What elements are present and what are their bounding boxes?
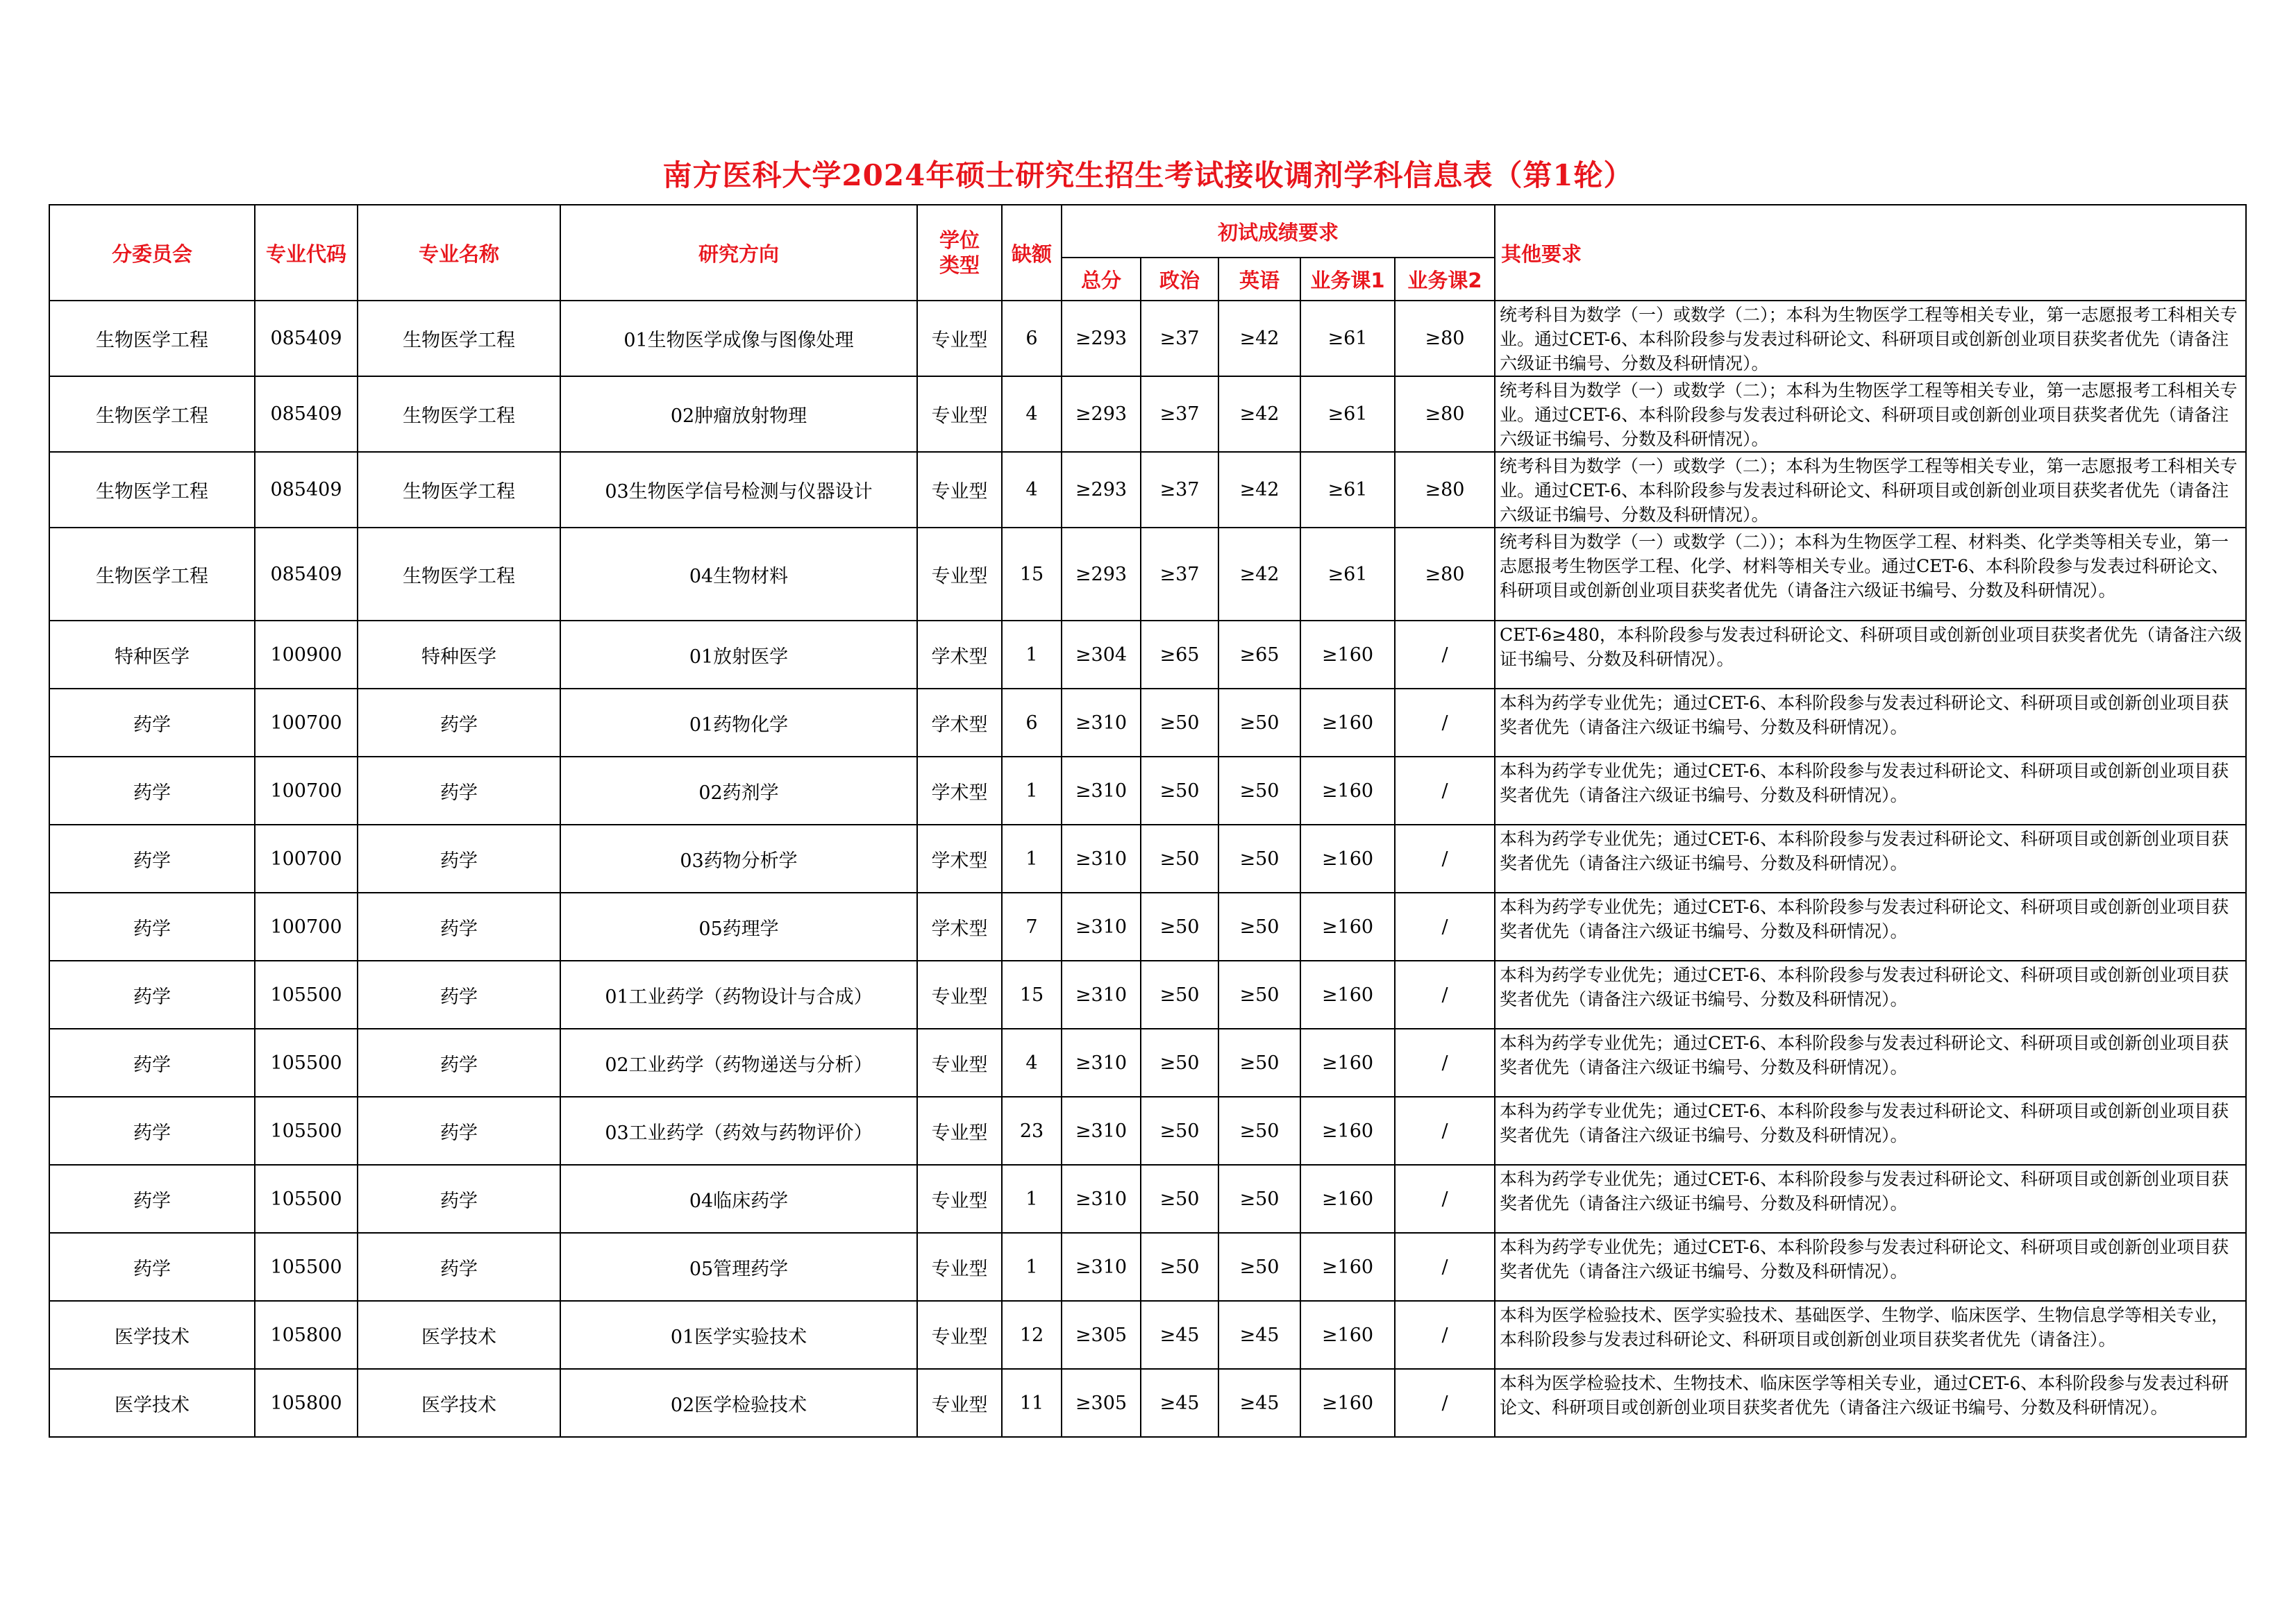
politics-score-cell: ≥37 bbox=[1141, 528, 1218, 621]
total-score-cell: ≥310 bbox=[1062, 893, 1141, 961]
total-score-cell: ≥310 bbox=[1062, 825, 1141, 893]
other-requirements-cell: 本科为药学专业优先；通过CET-6、本科阶段参与发表过科研论文、科研项目或创新创业项目获奖者优先（请备注六级证书编号、分数及科研情况）。 bbox=[1495, 825, 2246, 893]
table-row bbox=[49, 376, 2246, 452]
committee-cell: 医学技术 bbox=[49, 1369, 255, 1437]
politics-score-cell: ≥45 bbox=[1141, 1369, 1218, 1437]
other-requirements-cell: 本科为药学专业优先；通过CET-6、本科阶段参与发表过科研论文、科研项目或创新创业项目获奖者优先（请备注六级证书编号、分数及科研情况）。 bbox=[1495, 893, 2246, 961]
vacancy-cell: 6 bbox=[1002, 689, 1062, 757]
major-cell: 生物医学工程 bbox=[358, 376, 560, 452]
english-score-cell: ≥50 bbox=[1218, 893, 1300, 961]
course1-score-cell: ≥160 bbox=[1300, 1369, 1395, 1437]
committee-cell: 药学 bbox=[49, 961, 255, 1029]
english-score-cell: ≥50 bbox=[1218, 689, 1300, 757]
degree-type-cell: 专业型 bbox=[917, 452, 1002, 528]
major-cell: 药学 bbox=[358, 689, 560, 757]
committee-cell: 生物医学工程 bbox=[49, 452, 255, 528]
direction-cell: 03药物分析学 bbox=[560, 825, 917, 893]
politics-score-cell: ≥50 bbox=[1141, 893, 1218, 961]
degree-type-cell: 专业型 bbox=[917, 1165, 1002, 1233]
politics-score-cell: ≥50 bbox=[1141, 1165, 1218, 1233]
course2-score-cell: ≥80 bbox=[1395, 528, 1495, 621]
code-cell: 105500 bbox=[255, 1233, 358, 1301]
table-row bbox=[49, 1369, 2246, 1437]
code-cell: 105500 bbox=[255, 1097, 358, 1165]
degree-type-cell: 专业型 bbox=[917, 961, 1002, 1029]
course2-score-cell: / bbox=[1395, 1097, 1495, 1165]
course1-score-cell: ≥61 bbox=[1300, 376, 1395, 452]
committee-cell: 药学 bbox=[49, 689, 255, 757]
degree-type-cell: 专业型 bbox=[917, 1233, 1002, 1301]
table-row bbox=[49, 452, 2246, 528]
course2-score-cell: ≥80 bbox=[1395, 301, 1495, 376]
english-score-cell: ≥50 bbox=[1218, 1029, 1300, 1097]
major-cell: 生物医学工程 bbox=[358, 301, 560, 376]
course1-score-cell: ≥160 bbox=[1300, 961, 1395, 1029]
vacancy-cell: 7 bbox=[1002, 893, 1062, 961]
degree-type-cell: 学术型 bbox=[917, 893, 1002, 961]
direction-cell: 03工业药学（药效与药物评价） bbox=[560, 1097, 917, 1165]
code-cell: 085409 bbox=[255, 452, 358, 528]
header-code: 专业代码 bbox=[255, 205, 358, 301]
code-cell: 105800 bbox=[255, 1301, 358, 1369]
direction-cell: 02工业药学（药物递送与分析） bbox=[560, 1029, 917, 1097]
vacancy-cell: 4 bbox=[1002, 1029, 1062, 1097]
major-cell: 生物医学工程 bbox=[358, 528, 560, 621]
other-requirements-cell: 统考科目为数学（一）或数学（二）；本科为生物医学工程等相关专业，第一志愿报考工科相关专业。通过CET-6、本科阶段参与发表过科研论文、科研项目或创新创业项目获奖者优先（请备注六级证书编号、分数及科研情况）。 bbox=[1495, 376, 2246, 452]
other-requirements-cell: 本科为医学检验技术、医学实验技术、基础医学、生物学、临床医学、生物信息学等相关专业，本科阶段参与发表过科研论文、科研项目或创新创业项目获奖者优先（请备注）。 bbox=[1495, 1301, 2246, 1369]
table-row bbox=[49, 1165, 2246, 1233]
degree-type-cell: 学术型 bbox=[917, 825, 1002, 893]
vacancy-cell: 15 bbox=[1002, 961, 1062, 1029]
total-score-cell: ≥305 bbox=[1062, 1369, 1141, 1437]
code-cell: 100700 bbox=[255, 689, 358, 757]
vacancy-cell: 4 bbox=[1002, 376, 1062, 452]
committee-cell: 生物医学工程 bbox=[49, 376, 255, 452]
direction-cell: 05药理学 bbox=[560, 893, 917, 961]
code-cell: 105500 bbox=[255, 1029, 358, 1097]
other-requirements-cell: 本科为药学专业优先；通过CET-6、本科阶段参与发表过科研论文、科研项目或创新创业项目获奖者优先（请备注六级证书编号、分数及科研情况）。 bbox=[1495, 1029, 2246, 1097]
committee-cell: 生物医学工程 bbox=[49, 301, 255, 376]
english-score-cell: ≥42 bbox=[1218, 301, 1300, 376]
table-row bbox=[49, 1029, 2246, 1097]
politics-score-cell: ≥50 bbox=[1141, 1029, 1218, 1097]
total-score-cell: ≥310 bbox=[1062, 689, 1141, 757]
total-score-cell: ≥304 bbox=[1062, 621, 1141, 689]
course1-score-cell: ≥160 bbox=[1300, 1097, 1395, 1165]
course2-score-cell: ≥80 bbox=[1395, 376, 1495, 452]
english-score-cell: ≥42 bbox=[1218, 528, 1300, 621]
table-row bbox=[49, 301, 2246, 376]
degree-type-cell: 专业型 bbox=[917, 376, 1002, 452]
english-score-cell: ≥50 bbox=[1218, 1097, 1300, 1165]
header-direction: 研究方向 bbox=[560, 205, 917, 301]
other-requirements-cell: 本科为医学检验技术、生物技术、临床医学等相关专业，通过CET-6、本科阶段参与发表过科研论文、科研项目或创新创业项目获奖者优先（请备注六级证书编号、分数及科研情况）。 bbox=[1495, 1369, 2246, 1437]
table-row bbox=[49, 757, 2246, 825]
other-requirements-cell: 统考科目为数学（一）或数学（二））；本科为生物医学工程、材料类、化学类等相关专业，第一志愿报考生物医学工程、化学、材料等相关专业。通过CET-6、本科阶段参与发表过科研论文、科研项目或创新创业项目获奖者优先（请备注六级证书编号、分数及科研情况）。 bbox=[1495, 528, 2246, 621]
course2-score-cell: / bbox=[1395, 689, 1495, 757]
code-cell: 100700 bbox=[255, 757, 358, 825]
course2-score-cell: / bbox=[1395, 1233, 1495, 1301]
header-vacancy: 缺额 bbox=[1002, 205, 1062, 301]
code-cell: 105500 bbox=[255, 961, 358, 1029]
major-cell: 药学 bbox=[358, 757, 560, 825]
major-cell: 药学 bbox=[358, 893, 560, 961]
direction-cell: 01放射医学 bbox=[560, 621, 917, 689]
total-score-cell: ≥310 bbox=[1062, 1165, 1141, 1233]
committee-cell: 药学 bbox=[49, 1165, 255, 1233]
table-row bbox=[49, 621, 2246, 689]
direction-cell: 02肿瘤放射物理 bbox=[560, 376, 917, 452]
table-row bbox=[49, 528, 2246, 621]
direction-cell: 04生物材料 bbox=[560, 528, 917, 621]
total-score-cell: ≥293 bbox=[1062, 452, 1141, 528]
major-cell: 生物医学工程 bbox=[358, 452, 560, 528]
header-other: 其他要求 bbox=[1495, 205, 2246, 301]
major-cell: 药学 bbox=[358, 1029, 560, 1097]
vacancy-cell: 12 bbox=[1002, 1301, 1062, 1369]
politics-score-cell: ≥37 bbox=[1141, 301, 1218, 376]
major-cell: 医学技术 bbox=[358, 1369, 560, 1437]
header-degree-type-text: 学位类型 bbox=[939, 228, 980, 277]
table-row bbox=[49, 961, 2246, 1029]
table-row bbox=[49, 689, 2246, 757]
code-cell: 100700 bbox=[255, 893, 358, 961]
politics-score-cell: ≥50 bbox=[1141, 1097, 1218, 1165]
table-row bbox=[49, 1097, 2246, 1165]
degree-type-cell: 专业型 bbox=[917, 301, 1002, 376]
other-requirements-cell: 本科为药学专业优先；通过CET-6、本科阶段参与发表过科研论文、科研项目或创新创业项目获奖者优先（请备注六级证书编号、分数及科研情况）。 bbox=[1495, 689, 2246, 757]
other-requirements-cell: 本科为药学专业优先；通过CET-6、本科阶段参与发表过科研论文、科研项目或创新创业项目获奖者优先（请备注六级证书编号、分数及科研情况）。 bbox=[1495, 961, 2246, 1029]
vacancy-cell: 15 bbox=[1002, 528, 1062, 621]
course2-score-cell: / bbox=[1395, 1165, 1495, 1233]
course2-score-cell: / bbox=[1395, 1029, 1495, 1097]
major-cell: 医学技术 bbox=[358, 1301, 560, 1369]
direction-cell: 01生物医学成像与图像处理 bbox=[560, 301, 917, 376]
degree-type-cell: 专业型 bbox=[917, 528, 1002, 621]
course2-score-cell: / bbox=[1395, 621, 1495, 689]
header-course2: 业务课2 bbox=[1395, 258, 1495, 301]
committee-cell: 药学 bbox=[49, 1029, 255, 1097]
table-body bbox=[49, 301, 2246, 1437]
course2-score-cell: / bbox=[1395, 757, 1495, 825]
table-row bbox=[49, 893, 2246, 961]
vacancy-cell: 1 bbox=[1002, 1165, 1062, 1233]
code-cell: 100700 bbox=[255, 825, 358, 893]
committee-cell: 药学 bbox=[49, 1233, 255, 1301]
adjustment-table bbox=[49, 204, 2247, 1438]
english-score-cell: ≥50 bbox=[1218, 757, 1300, 825]
major-cell: 药学 bbox=[358, 961, 560, 1029]
committee-cell: 医学技术 bbox=[49, 1301, 255, 1369]
course1-score-cell: ≥160 bbox=[1300, 757, 1395, 825]
degree-type-cell: 学术型 bbox=[917, 689, 1002, 757]
other-requirements-cell: 统考科目为数学（一）或数学（二）；本科为生物医学工程等相关专业，第一志愿报考工科相关专业。通过CET-6、本科阶段参与发表过科研论文、科研项目或创新创业项目获奖者优先（请备注六级证书编号、分数及科研情况）。 bbox=[1495, 301, 2246, 376]
course2-score-cell: / bbox=[1395, 961, 1495, 1029]
committee-cell: 生物医学工程 bbox=[49, 528, 255, 621]
course1-score-cell: ≥160 bbox=[1300, 825, 1395, 893]
committee-cell: 特种医学 bbox=[49, 621, 255, 689]
code-cell: 105800 bbox=[255, 1369, 358, 1437]
course1-score-cell: ≥160 bbox=[1300, 1029, 1395, 1097]
course2-score-cell: / bbox=[1395, 825, 1495, 893]
total-score-cell: ≥310 bbox=[1062, 757, 1141, 825]
committee-cell: 药学 bbox=[49, 825, 255, 893]
direction-cell: 01医学实验技术 bbox=[560, 1301, 917, 1369]
degree-type-cell: 专业型 bbox=[917, 1369, 1002, 1437]
other-requirements-cell: 本科为药学专业优先；通过CET-6、本科阶段参与发表过科研论文、科研项目或创新创业项目获奖者优先（请备注六级证书编号、分数及科研情况）。 bbox=[1495, 1097, 2246, 1165]
vacancy-cell: 6 bbox=[1002, 301, 1062, 376]
politics-score-cell: ≥65 bbox=[1141, 621, 1218, 689]
total-score-cell: ≥293 bbox=[1062, 376, 1141, 452]
politics-score-cell: ≥50 bbox=[1141, 689, 1218, 757]
course1-score-cell: ≥61 bbox=[1300, 452, 1395, 528]
direction-cell: 04临床药学 bbox=[560, 1165, 917, 1233]
degree-type-cell: 专业型 bbox=[917, 1301, 1002, 1369]
course1-score-cell: ≥61 bbox=[1300, 301, 1395, 376]
code-cell: 085409 bbox=[255, 376, 358, 452]
major-cell: 药学 bbox=[358, 1233, 560, 1301]
other-requirements-cell: 本科为药学专业优先；通过CET-6、本科阶段参与发表过科研论文、科研项目或创新创业项目获奖者优先（请备注六级证书编号、分数及科研情况）。 bbox=[1495, 1233, 2246, 1301]
english-score-cell: ≥45 bbox=[1218, 1301, 1300, 1369]
other-requirements-cell: CET-6≥480，本科阶段参与发表过科研论文、科研项目或创新创业项目获奖者优先（请备注六级证书编号、分数及科研情况）。 bbox=[1495, 621, 2246, 689]
total-score-cell: ≥305 bbox=[1062, 1301, 1141, 1369]
politics-score-cell: ≥37 bbox=[1141, 452, 1218, 528]
header-course1: 业务课1 bbox=[1300, 258, 1395, 301]
major-cell: 药学 bbox=[358, 1097, 560, 1165]
vacancy-cell: 4 bbox=[1002, 452, 1062, 528]
course1-score-cell: ≥160 bbox=[1300, 1165, 1395, 1233]
politics-score-cell: ≥37 bbox=[1141, 376, 1218, 452]
politics-score-cell: ≥50 bbox=[1141, 1233, 1218, 1301]
table-row bbox=[49, 1233, 2246, 1301]
total-score-cell: ≥293 bbox=[1062, 528, 1141, 621]
total-score-cell: ≥310 bbox=[1062, 1097, 1141, 1165]
english-score-cell: ≥42 bbox=[1218, 452, 1300, 528]
vacancy-cell: 1 bbox=[1002, 621, 1062, 689]
degree-type-cell: 学术型 bbox=[917, 621, 1002, 689]
header-english: 英语 bbox=[1218, 258, 1300, 301]
vacancy-cell: 1 bbox=[1002, 825, 1062, 893]
english-score-cell: ≥65 bbox=[1218, 621, 1300, 689]
english-score-cell: ≥42 bbox=[1218, 376, 1300, 452]
direction-cell: 01工业药学（药物设计与合成） bbox=[560, 961, 917, 1029]
page-title: 南方医科大学2024年硕士研究生招生考试接收调剂学科信息表（第1轮） bbox=[662, 158, 1634, 192]
code-cell: 100900 bbox=[255, 621, 358, 689]
header-major: 专业名称 bbox=[358, 205, 560, 301]
degree-type-cell: 专业型 bbox=[917, 1029, 1002, 1097]
course2-score-cell: / bbox=[1395, 893, 1495, 961]
course2-score-cell: / bbox=[1395, 1369, 1495, 1437]
course2-score-cell: ≥80 bbox=[1395, 452, 1495, 528]
other-requirements-cell: 本科为药学专业优先；通过CET-6、本科阶段参与发表过科研论文、科研项目或创新创业项目获奖者优先（请备注六级证书编号、分数及科研情况）。 bbox=[1495, 1165, 2246, 1233]
header-degree-type bbox=[917, 205, 1002, 301]
course1-score-cell: ≥160 bbox=[1300, 1301, 1395, 1369]
total-score-cell: ≥310 bbox=[1062, 961, 1141, 1029]
header-politics: 政治 bbox=[1141, 258, 1218, 301]
english-score-cell: ≥50 bbox=[1218, 825, 1300, 893]
header-score-group: 初试成绩要求 bbox=[1062, 205, 1495, 258]
politics-score-cell: ≥50 bbox=[1141, 961, 1218, 1029]
english-score-cell: ≥50 bbox=[1218, 1165, 1300, 1233]
major-cell: 药学 bbox=[358, 1165, 560, 1233]
degree-type-cell: 专业型 bbox=[917, 1097, 1002, 1165]
direction-cell: 02医学检验技术 bbox=[560, 1369, 917, 1437]
header-total: 总分 bbox=[1062, 258, 1141, 301]
english-score-cell: ≥50 bbox=[1218, 1233, 1300, 1301]
other-requirements-cell: 本科为药学专业优先；通过CET-6、本科阶段参与发表过科研论文、科研项目或创新创业项目获奖者优先（请备注六级证书编号、分数及科研情况）。 bbox=[1495, 757, 2246, 825]
committee-cell: 药学 bbox=[49, 757, 255, 825]
table-row bbox=[49, 825, 2246, 893]
english-score-cell: ≥50 bbox=[1218, 961, 1300, 1029]
course2-score-cell: / bbox=[1395, 1301, 1495, 1369]
committee-cell: 药学 bbox=[49, 1097, 255, 1165]
course1-score-cell: ≥61 bbox=[1300, 528, 1395, 621]
other-requirements-cell: 统考科目为数学（一）或数学（二）；本科为生物医学工程等相关专业，第一志愿报考工科相关专业。通过CET-6、本科阶段参与发表过科研论文、科研项目或创新创业项目获奖者优先（请备注六级证书编号、分数及科研情况）。 bbox=[1495, 452, 2246, 528]
degree-type-cell: 学术型 bbox=[917, 757, 1002, 825]
committee-cell: 药学 bbox=[49, 893, 255, 961]
course1-score-cell: ≥160 bbox=[1300, 1233, 1395, 1301]
direction-cell: 02药剂学 bbox=[560, 757, 917, 825]
code-cell: 085409 bbox=[255, 528, 358, 621]
total-score-cell: ≥310 bbox=[1062, 1233, 1141, 1301]
course1-score-cell: ≥160 bbox=[1300, 893, 1395, 961]
direction-cell: 01药物化学 bbox=[560, 689, 917, 757]
politics-score-cell: ≥50 bbox=[1141, 825, 1218, 893]
major-cell: 药学 bbox=[358, 825, 560, 893]
vacancy-cell: 23 bbox=[1002, 1097, 1062, 1165]
direction-cell: 03生物医学信号检测与仪器设计 bbox=[560, 452, 917, 528]
vacancy-cell: 11 bbox=[1002, 1369, 1062, 1437]
major-cell: 特种医学 bbox=[358, 621, 560, 689]
politics-score-cell: ≥50 bbox=[1141, 757, 1218, 825]
vacancy-cell: 1 bbox=[1002, 757, 1062, 825]
code-cell: 105500 bbox=[255, 1165, 358, 1233]
course1-score-cell: ≥160 bbox=[1300, 689, 1395, 757]
course1-score-cell: ≥160 bbox=[1300, 621, 1395, 689]
header-committee: 分委员会 bbox=[49, 205, 255, 301]
total-score-cell: ≥293 bbox=[1062, 301, 1141, 376]
code-cell: 085409 bbox=[255, 301, 358, 376]
english-score-cell: ≥45 bbox=[1218, 1369, 1300, 1437]
vacancy-cell: 1 bbox=[1002, 1233, 1062, 1301]
direction-cell: 05管理药学 bbox=[560, 1233, 917, 1301]
total-score-cell: ≥310 bbox=[1062, 1029, 1141, 1097]
politics-score-cell: ≥45 bbox=[1141, 1301, 1218, 1369]
table-row bbox=[49, 1301, 2246, 1369]
